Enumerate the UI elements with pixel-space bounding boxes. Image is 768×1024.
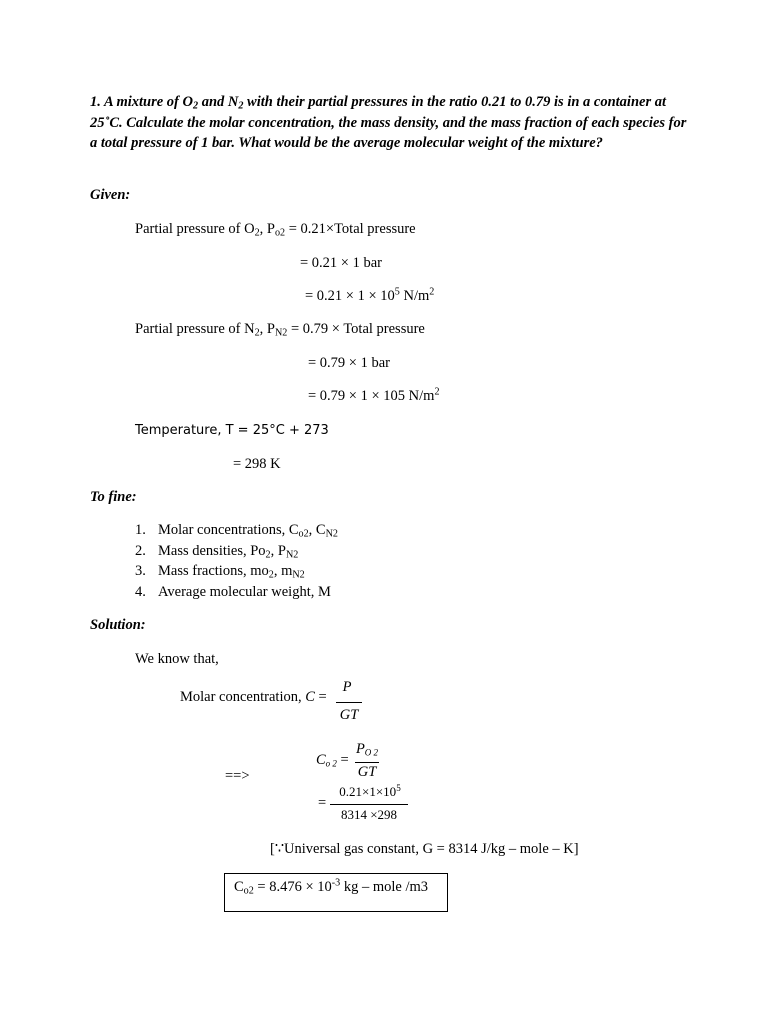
gas-constant-note: [∵Universal gas constant, G = 8314 J/kg – mole – K] <box>270 841 579 857</box>
fraction-3-bar <box>330 804 408 805</box>
temperature-line-2: = 298 K <box>233 456 281 472</box>
temperature-line-1: Temperature, T = 25°C + 273 <box>135 423 329 438</box>
fraction-1-numerator: P <box>342 679 352 695</box>
fraction-3-denominator: 8314 ×298 <box>340 807 398 822</box>
po2-line-1: Partial pressure of $O_2$, $P_{o2}$ = 0.21×Total pressure <box>135 221 416 239</box>
given-heading: Given: <box>90 187 131 203</box>
fraction-1-bar <box>336 702 362 703</box>
to-find-list <box>135 522 338 605</box>
solution-heading: Solution: <box>90 617 146 633</box>
po2-line-2: = 0.21 × 1 bar <box>300 255 382 271</box>
equals-sign: = <box>318 795 327 811</box>
pn2-line-3: = 0.79 × 1 × 105 $N/m^2$ <box>308 386 440 404</box>
pn2-line-1: Partial pressure of $N_2$, $P_{N2} = 0.79$ × Total pressure <box>135 321 425 339</box>
fraction-2-bar <box>355 762 379 763</box>
we-know-text: We know that, <box>135 651 219 667</box>
pn2-line-2: = 0.79 × 1 bar <box>308 355 390 371</box>
fraction-1-denominator: GT <box>339 707 359 723</box>
fraction-2-numerator: $P_{O 2}$ <box>355 741 379 758</box>
fraction-2-denominator: GT <box>357 764 377 780</box>
po2-line-3: = $0.21 \times 1 \times 10^5$ $N/m^2$ <box>305 286 435 304</box>
list-item: 4. Average molecular weight, M <box>135 584 331 601</box>
result-text: $C_{o2} = 8.476 \times 10^{-3}$ kg – mole /m3 <box>234 877 429 897</box>
list-item: 2. Mass densities, $Po_2$, $P_{N2}$ <box>135 542 299 561</box>
list-item: 1. Molar concentrations, $C_{o2}$, $C_{N2}$ <box>135 522 338 540</box>
fraction-3-numerator: $0.21\times 1\times 10^5$ <box>339 783 401 799</box>
co2-symbol: $C_{o 2}$ = <box>316 752 349 769</box>
list-item: 3. Mass fractions, $mo_2$, $m_{N2}$ <box>135 563 305 581</box>
implies-arrow: ==> <box>225 768 250 784</box>
to-find-heading: To fine: <box>90 489 137 505</box>
question-text: 1. A mixture of $O_2$ and $N_2$ with their partial pressures in the ratio 0.21 to 0.79 is in a container at 25˚C. Calculate the molar concentration, the mass density, and the mass fraction of each species for a total pressure of 1 bar. What would be the average molecular weight of the mixture? <box>90 94 687 151</box>
molar-concentration-label: Molar concentration, C = <box>180 689 327 705</box>
